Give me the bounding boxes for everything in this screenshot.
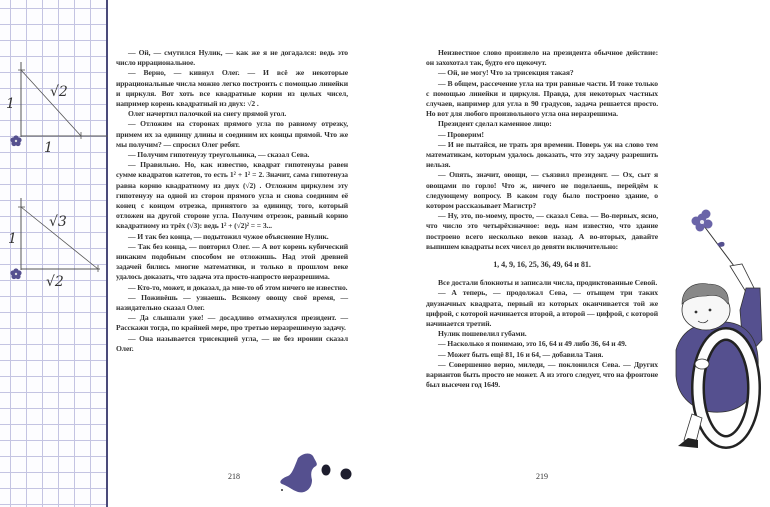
ink-drop [322,465,331,476]
paragraph: — Да слышали уже! — досадливо отмахнулся президент. — Расскажи тогда, по крайней мере, про третью неразрешимую задачу. [116,313,348,333]
hypotenuse-line [21,70,81,136]
paragraph: — В общем, рассечение угла на три равные части. И тоже только с помощью линейки и циркуля. Правда, для некоторых частных случаев, например для угла в 90 градусов, задача решается просто. Но вот для любого произвольного угла она неразрешима. [426,78,658,119]
paragraph: Все достали блокноты и записали числа, продиктованные Севой. [438,278,658,288]
paragraph: — И не пытайся, не трать зря времени. Поверь уж на слово тем математикам, которым удалось доказать, что эту задачу разрешить нельзя. [426,139,658,170]
paragraph: Олег начертил палочкой на снегу прямой угол. [128,109,287,119]
label-leg-vertical: 1 [6,96,15,112]
paragraph: — Верно, — кивнул Олег. — И всё же некоторые иррациональные числа можно легко построить с помощью линейки и циркуля. Вот хоть все квадратные корни из целых чисел, например корень квадратный из двух: √2 . [116,68,348,109]
paragraph: — Насколько я понимаю, это 16, 64 и 49 либо 36, 64 и 49. [438,339,627,349]
ink-blot-illustration [276,450,356,500]
ink-drop [341,469,352,480]
paragraph: Неизвестное слово произвело на президента обычное действие: он захохотал так, будто его щекочут. [426,48,658,68]
paragraph: — Она называется трисекцией угла, — не без иронии сказал Олег. [116,333,348,353]
triangle-diagram-1 [6,62,108,156]
paragraph: — Ну, это, по-моему, просто, — сказал Сева. — Во-первых, ясно, что число это четырёхзначное: ведь нам известно, что здание построено всего несколько веков назад. А во-вторых, давайте выпишем квадраты всех чисел до девяти включительно: [426,211,658,251]
triangle-diagrams [0,0,108,300]
paragraph: — Опять, значит, овощи, — съязвил президент. — Ох, сыт я овощами по горло! Что ж, ничего не поделаешь, перейдём к следующему вопросу. В каком году было построено здание, о котором рассказывает Магистр? [426,170,658,211]
label-leg-horizontal: √2 [46,274,64,290]
paragraph: — Поживёшь — узнаешь. Всякому овощу своё время, — назидательно сказал Олег. [116,292,348,313]
ink-blot-large [280,454,316,493]
paragraph: — А теперь, — продолжал Сева, — отыщем три таких двузначных квадрата, первый из которых оканчивается той же цифрой, с которой начинается второй, а второй — цифрой, с которой начинается третий. [426,288,658,329]
squares-list: 1, 4, 9, 16, 25, 36, 49, 64 и 81. [493,260,591,270]
paragraph: Нулик пошевелил губами. [438,329,527,339]
label-leg-horizontal: 1 [44,140,53,156]
paragraph: — Так без конца, — повторил Олег. — А вот корень кубический никаким подобным способом не отложишь. Над этой древней задачей бились многие математики, и только в прошлом веке удалось доказать, что задача эта просто-напросто неразрешима. [116,241,348,282]
left-page-text [116,48,348,354]
paragraph: Президент сделал каменное лицо: [438,119,552,129]
right-page-text [426,48,658,391]
page-number-left: 218 [228,472,240,481]
flower-icon [10,268,21,279]
paragraph: — И так без конца, — подытожил чужое объяснение Нулик. [128,231,329,241]
paragraph: — Проверим! [438,129,484,139]
label-hypotenuse: √3 [49,214,67,230]
paragraph: — Отложим на сторонах прямого угла по равному отрезку, примем их за единицу длины и соединим их концы прямой. Что же мы получим? — спросил Олег ребят. [116,119,348,149]
nulik-character-illustration [662,200,770,450]
flower-icon [10,135,21,146]
label-leg-vertical: 1 [8,231,17,247]
label-hypotenuse: √2 [50,84,68,100]
paragraph: — Совершенно верно, миледи, — поклонился Сева. — Других вариантов быть просто не может. А из этого следует, что на фронтоне был высечен год 1649. [426,359,658,390]
flower-icon [692,210,735,267]
paragraph: — Кто-то, может, и доказал, да мне-то об этом ничего не известно. [128,282,348,292]
paragraph: — Ой, не могу! Что за трисекция такая? [438,68,574,78]
triangle-diagram-2 [8,198,100,290]
paragraph: — Правильно. Но, как известно, квадрат гипотенузы равен сумме квадратов катетов, то есть 1² + 1² = 2. Значит, сама гипотенуза равна корню квадратному из двух (√2) . Отложим циркулем эту гипотенузу на одной из сторон прямого угла и снова соединим её конец с концом отрезка, принятого за единицу, того, который отложен на другой стороне угла. Получим отрезок, равный корню квадратному из трёх (√3): ведь 1² + (√2)² = = 3... [116,160,348,231]
page-number-right: 219 [536,472,548,481]
paragraph: — Получим гипотенузу треугольника, — сказал Сева. [128,150,310,160]
paragraph: — Может быть ещё 81, 16 и 64, — добавила Таня. [438,349,604,359]
paragraph: — Ой, — смутился Нулик, — как же я не догадался: ведь это число иррациональное. [116,48,348,68]
